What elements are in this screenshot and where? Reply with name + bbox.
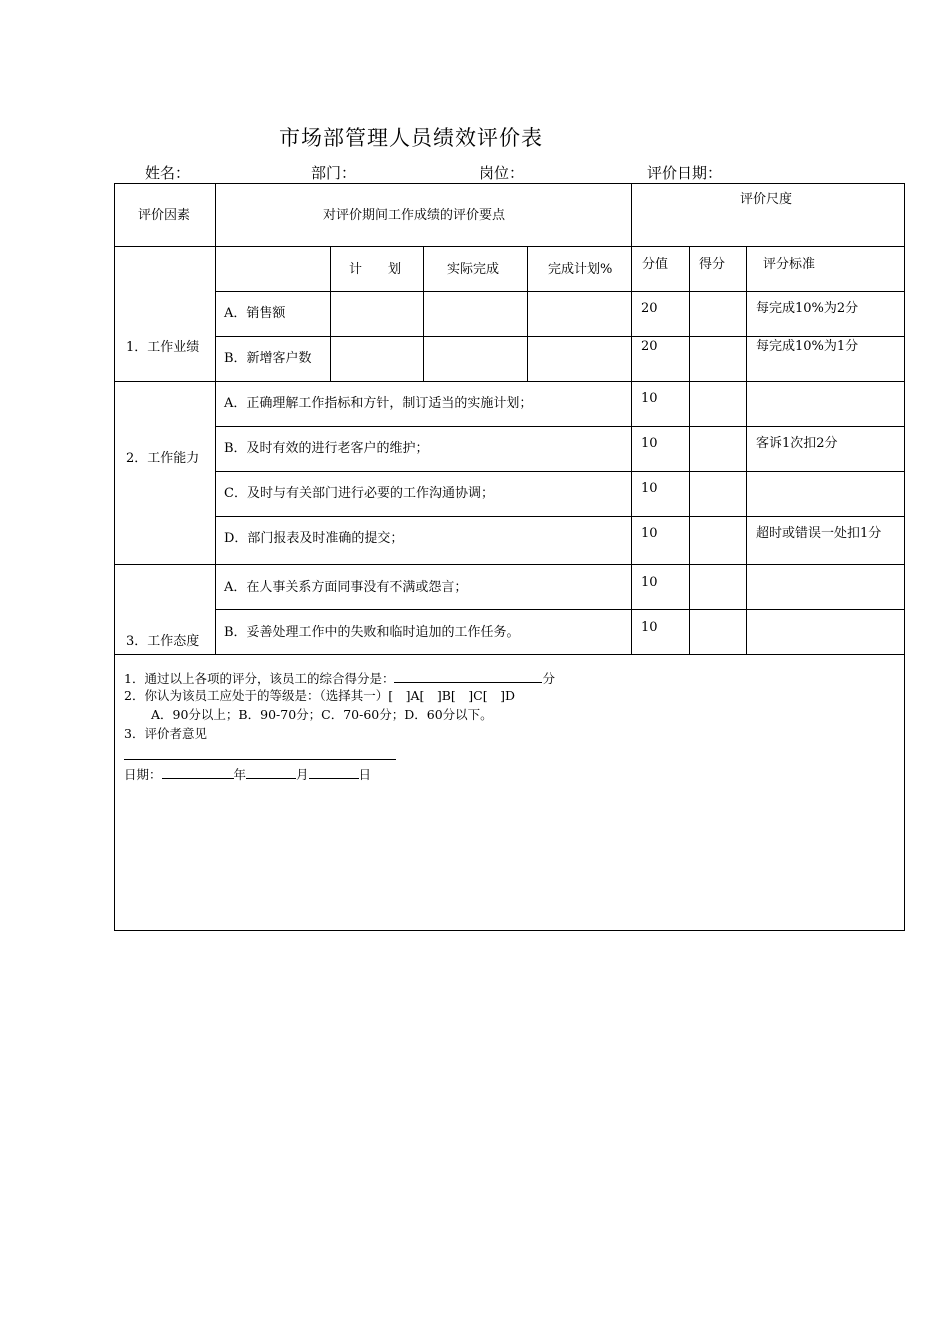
factor-performance: 1．工作业绩	[126, 340, 200, 355]
item-value: 20	[641, 301, 658, 316]
department-label: 部门：	[311, 164, 357, 182]
item-value: 10	[641, 436, 658, 451]
item-text: A．在人事关系方面同事没有不满或怨言；	[224, 580, 468, 595]
item-text: B．妥善处理工作中的失败和临时追加的工作任务。	[224, 625, 520, 640]
total-score-line	[124, 669, 555, 686]
year-label: 年	[233, 767, 247, 782]
item-text: C．及时与有关部门进行必要的工作沟通协调；	[224, 486, 494, 501]
item-value: 10	[641, 481, 658, 496]
item-standard: 客诉1次扣2分	[756, 436, 838, 451]
factor-attitude: 3．工作态度	[126, 634, 200, 649]
item-standard: 每完成10%为1分	[756, 339, 859, 354]
subheader-percent: 完成计划%	[548, 262, 613, 277]
day-label: 日	[358, 767, 372, 782]
subheader-standard: 评分标准	[763, 257, 816, 272]
item-standard: 每完成10%为2分	[756, 301, 859, 316]
grade-definitions: A．90分以上；B．90-70分；C．70-60分；D．60分以下。	[151, 707, 493, 722]
evaluation-date-label: 评价日期：	[647, 164, 723, 182]
item-text: D．部门报表及时准确的提交；	[224, 531, 404, 546]
subheader-value: 分值	[642, 257, 669, 272]
month-label: 月	[296, 767, 309, 782]
column-header-scale: 评价尺度	[740, 192, 793, 207]
month-field[interactable]	[246, 765, 296, 779]
item-value: 10	[641, 620, 658, 635]
date-label: 日期：	[124, 767, 162, 782]
item-text: A．销售额	[224, 306, 286, 321]
signature-date-line	[124, 765, 371, 782]
year-field[interactable]	[162, 765, 234, 779]
subheader-score: 得分	[699, 257, 726, 272]
total-score-label: 1．通过以上各项的评分，该员工的综合得分是：	[124, 671, 395, 686]
column-header-points: 对评价期间工作成绩的评价要点	[323, 208, 506, 223]
position-label: 岗位：	[479, 164, 525, 182]
column-header-factor: 评价因素	[138, 208, 191, 223]
total-score-field[interactable]	[394, 669, 542, 683]
item-value: 20	[641, 339, 658, 354]
grade-selection-line: 2．你认为该员工应处于的等级是：（选择其一）[ ]A[ ]B[ ]C[ ]D	[124, 688, 516, 703]
name-label: 姓名：	[145, 164, 191, 182]
item-standard: 超时或错误一处扣1分	[756, 526, 882, 541]
item-value: 10	[641, 391, 658, 406]
form-title: 市场部管理人员绩效评价表	[279, 126, 543, 150]
item-text: B．新增客户数	[224, 351, 312, 366]
item-text: A．正确理解工作指标和方针，制订适当的实施计划；	[224, 396, 533, 411]
subheader-actual: 实际完成	[447, 262, 500, 277]
factor-ability: 2．工作能力	[126, 451, 200, 466]
subheader-plan: 计 划	[349, 262, 402, 277]
item-text: B．及时有效的进行老客户的维护；	[224, 441, 429, 456]
evaluator-comment-label: 3．评价者意见	[124, 726, 207, 741]
comment-underline	[124, 759, 396, 760]
day-field[interactable]	[309, 765, 359, 779]
item-value: 10	[641, 575, 658, 590]
total-score-unit: 分	[542, 671, 555, 686]
item-value: 10	[641, 526, 658, 541]
